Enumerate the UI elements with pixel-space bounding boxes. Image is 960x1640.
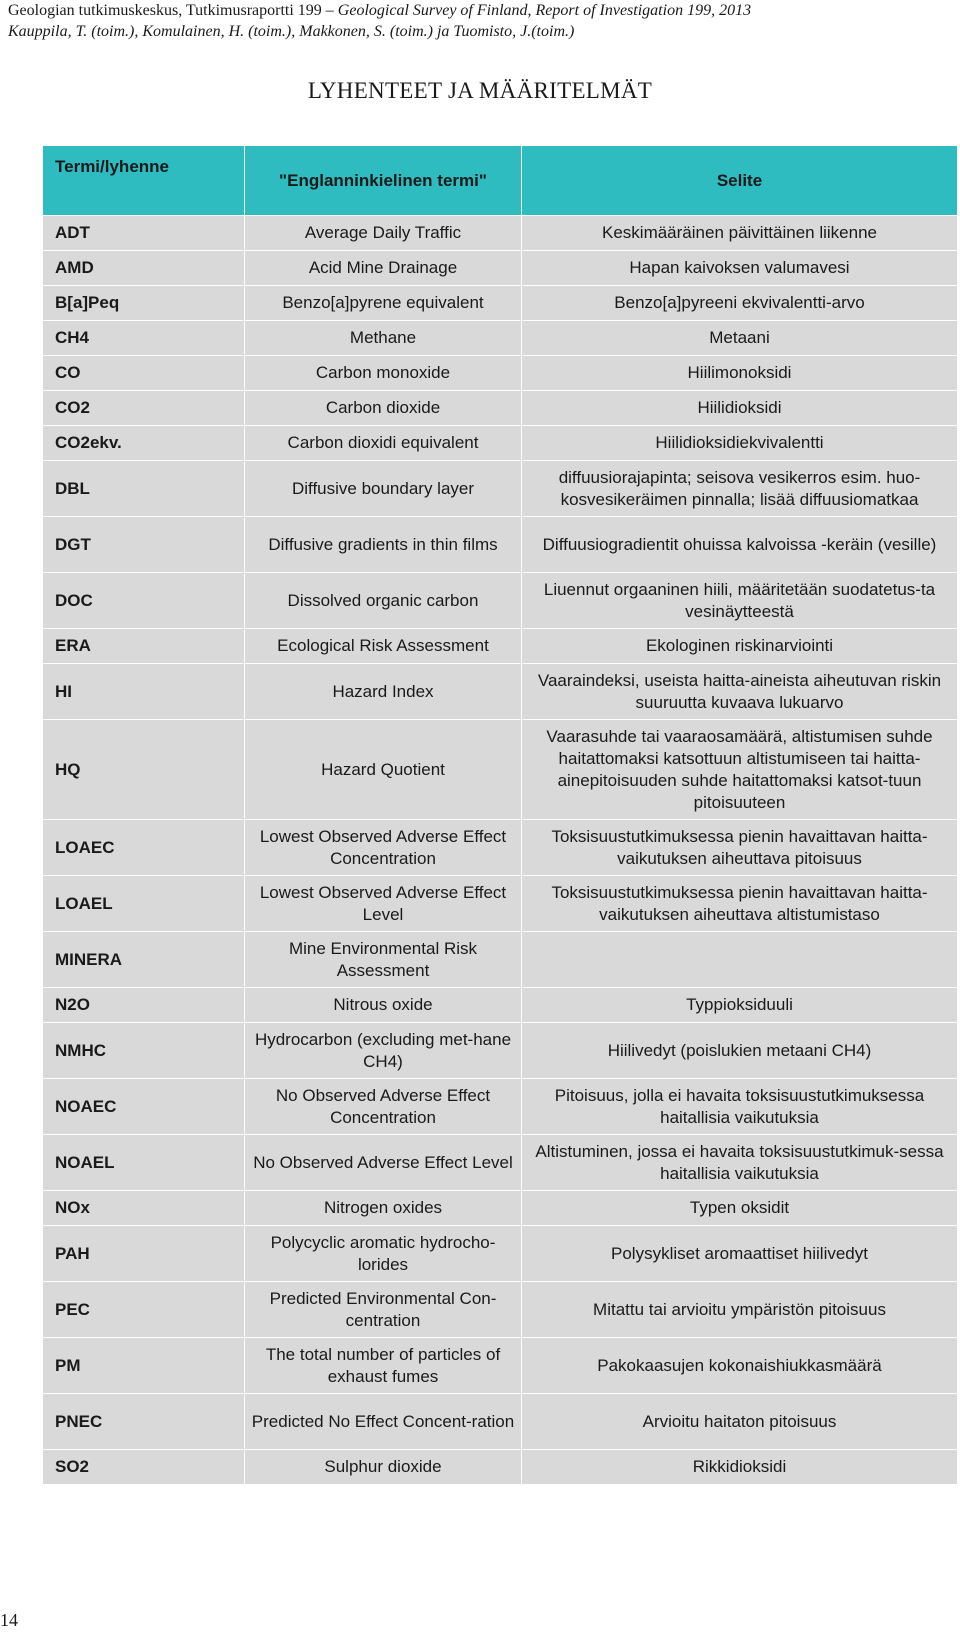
english-term-cell: Carbon dioxidi equivalent (245, 426, 522, 461)
definition-cell: diffuusiorajapinta; seisova vesikerros esim. huo-kosvesikeräimen pinnalla; lisää diffuusiomatkaa (522, 461, 958, 517)
table-row (43, 517, 958, 573)
english-term-cell: No Observed Adverse Effect Level (245, 1135, 522, 1191)
table-row (43, 1338, 958, 1394)
table-row (43, 426, 958, 461)
definition-cell: Pitoisuus, jolla ei havaita toksisuustutkimuksessa haitallisia vaikutuksia (522, 1079, 958, 1135)
term-cell: NMHC (43, 1023, 245, 1079)
table-row (43, 1450, 958, 1485)
english-term-cell: Nitrogen oxides (245, 1191, 522, 1226)
english-term-cell: Diffusive gradients in thin films (245, 517, 522, 573)
header-editors: Kauppila, T. (toim.), Komulainen, H. (toim.), Makkonen, S. (toim.) ja Tuomisto, J.(toim.) (8, 23, 575, 40)
english-term-cell: Hazard Index (245, 664, 522, 720)
table-row (43, 321, 958, 356)
definition-cell: Mitattu tai arvioitu ympäristön pitoisuus (522, 1282, 958, 1338)
table-row (43, 720, 958, 820)
definition-cell: Liuennut orgaaninen hiili, määritetään suodatetus-ta vesinäytteestä (522, 573, 958, 629)
table-row (43, 1079, 958, 1135)
running-header (8, 0, 948, 42)
table-row (43, 932, 958, 988)
definition-cell: Arvioitu haitaton pitoisuus (522, 1394, 958, 1450)
term-cell: NOx (43, 1191, 245, 1226)
table-row (43, 216, 958, 251)
table-row (43, 1135, 958, 1191)
column-header-definition: Selite (522, 146, 958, 216)
table-body (43, 216, 958, 1485)
definition-cell: Typpioksiduuli (522, 988, 958, 1023)
term-cell: LOAEC (43, 820, 245, 876)
definition-cell: Hapan kaivoksen valumavesi (522, 251, 958, 286)
english-term-cell: The total number of particles of exhaust fumes (245, 1338, 522, 1394)
definition-cell: Hiilimonoksidi (522, 356, 958, 391)
table-row (43, 461, 958, 517)
term-cell: HI (43, 664, 245, 720)
term-cell: B[a]Peq (43, 286, 245, 321)
term-cell: ADT (43, 216, 245, 251)
english-term-cell: Nitrous oxide (245, 988, 522, 1023)
english-term-cell: Mine Environmental Risk Assessment (245, 932, 522, 988)
term-cell: ERA (43, 629, 245, 664)
term-cell: DBL (43, 461, 245, 517)
term-cell: LOAEL (43, 876, 245, 932)
definition-cell (522, 932, 958, 988)
english-term-cell: Benzo[a]pyrene equivalent (245, 286, 522, 321)
term-cell: CO (43, 356, 245, 391)
term-cell: CH4 (43, 321, 245, 356)
table-row (43, 251, 958, 286)
header-publisher: Geologian tutkimuskeskus, Tutkimusraportti 199 – (8, 2, 334, 19)
table-row (43, 391, 958, 426)
table-row (43, 1394, 958, 1450)
table-row (43, 1191, 958, 1226)
term-cell: PM (43, 1338, 245, 1394)
page-number: 14 (0, 1610, 18, 1630)
column-header-english: "Englanninkielinen termi" (245, 146, 522, 216)
english-term-cell: Polycyclic aromatic hydrocho-lorides (245, 1226, 522, 1282)
english-term-cell: Diffusive boundary layer (245, 461, 522, 517)
term-cell: PNEC (43, 1394, 245, 1450)
page-title: LYHENTEET JA MÄÄRITELMÄT (307, 78, 653, 103)
term-cell: PAH (43, 1226, 245, 1282)
header-series-english: Geological Survey of Finland, Report of Investigation 199, 2013 (337, 2, 752, 19)
table-header-row (43, 146, 958, 216)
definition-cell: Hiilivedyt (poislukien metaani CH4) (522, 1023, 958, 1079)
term-cell: AMD (43, 251, 245, 286)
definition-cell: Hiilidioksidiekvivalentti (522, 426, 958, 461)
definition-cell: Typen oksidit (522, 1191, 958, 1226)
english-term-cell: Lowest Observed Adverse Effect Level (245, 876, 522, 932)
definition-cell: Hiilidioksidi (522, 391, 958, 426)
column-header-term: Termi/lyhenne (43, 146, 245, 216)
term-cell: DGT (43, 517, 245, 573)
term-cell: DOC (43, 573, 245, 629)
definition-cell: Altistuminen, jossa ei havaita toksisuustutkimuk-sessa haitallisia vaikutuksia (522, 1135, 958, 1191)
english-term-cell: Average Daily Traffic (245, 216, 522, 251)
term-cell: CO2 (43, 391, 245, 426)
table-row (43, 1226, 958, 1282)
table-row (43, 664, 958, 720)
definition-cell: Vaaraindeksi, useista haitta-aineista aiheutuvan riskin suuruutta kuvaava lukuarvo (522, 664, 958, 720)
table-row (43, 629, 958, 664)
term-cell: CO2ekv. (43, 426, 245, 461)
english-term-cell: Methane (245, 321, 522, 356)
english-term-cell: Ecological Risk Assessment (245, 629, 522, 664)
english-term-cell: Acid Mine Drainage (245, 251, 522, 286)
definition-cell: Toksisuustutkimuksessa pienin havaittavan haitta-vaikutuksen aiheuttava altistumistaso (522, 876, 958, 932)
term-cell: SO2 (43, 1450, 245, 1485)
definition-cell: Ekologinen riskinarviointi (522, 629, 958, 664)
english-term-cell: Lowest Observed Adverse Effect Concentration (245, 820, 522, 876)
english-term-cell: Carbon monoxide (245, 356, 522, 391)
definition-cell: Pakokaasujen kokonaishiukkasmäärä (522, 1338, 958, 1394)
definition-cell: Keskimääräinen päivittäinen liikenne (522, 216, 958, 251)
english-term-cell: Dissolved organic carbon (245, 573, 522, 629)
table-row (43, 1023, 958, 1079)
term-cell: HQ (43, 720, 245, 820)
definition-cell: Diffuusiogradientit ohuissa kalvoissa -keräin (vesille) (522, 517, 958, 573)
definition-cell: Benzo[a]pyreeni ekvivalentti-arvo (522, 286, 958, 321)
table-row (43, 1282, 958, 1338)
table-row (43, 356, 958, 391)
definition-cell: Vaarasuhde tai vaaraosamäärä, altistumisen suhde haitattomaksi katsottuun altistumiseen tai haitta-ainepitoisuuden suhde haitattomaksi katsot-tuun pitoisuuteen (522, 720, 958, 820)
english-term-cell: Predicted Environmental Con-centration (245, 1282, 522, 1338)
english-term-cell: No Observed Adverse Effect Concentration (245, 1079, 522, 1135)
term-cell: N2O (43, 988, 245, 1023)
definition-cell: Polysykliset aromaattiset hiilivedyt (522, 1226, 958, 1282)
english-term-cell: Predicted No Effect Concent-ration (245, 1394, 522, 1450)
term-cell: PEC (43, 1282, 245, 1338)
definition-cell: Metaani (522, 321, 958, 356)
table-row (43, 876, 958, 932)
table-row (43, 988, 958, 1023)
header-line-1 (8, 0, 948, 21)
table-row (43, 820, 958, 876)
english-term-cell: Carbon dioxide (245, 391, 522, 426)
term-cell: NOAEC (43, 1079, 245, 1135)
definition-cell: Toksisuustutkimuksessa pienin havaittavan haitta-vaikutuksen aiheuttava pitoisuus (522, 820, 958, 876)
english-term-cell: Hydrocarbon (excluding met-hane CH4) (245, 1023, 522, 1079)
table-row (43, 573, 958, 629)
english-term-cell: Hazard Quotient (245, 720, 522, 820)
term-cell: NOAEL (43, 1135, 245, 1191)
english-term-cell: Sulphur dioxide (245, 1450, 522, 1485)
definition-cell: Rikkidioksidi (522, 1450, 958, 1485)
term-cell: MINERA (43, 932, 245, 988)
abbreviations-table (42, 145, 958, 1485)
table-row (43, 286, 958, 321)
